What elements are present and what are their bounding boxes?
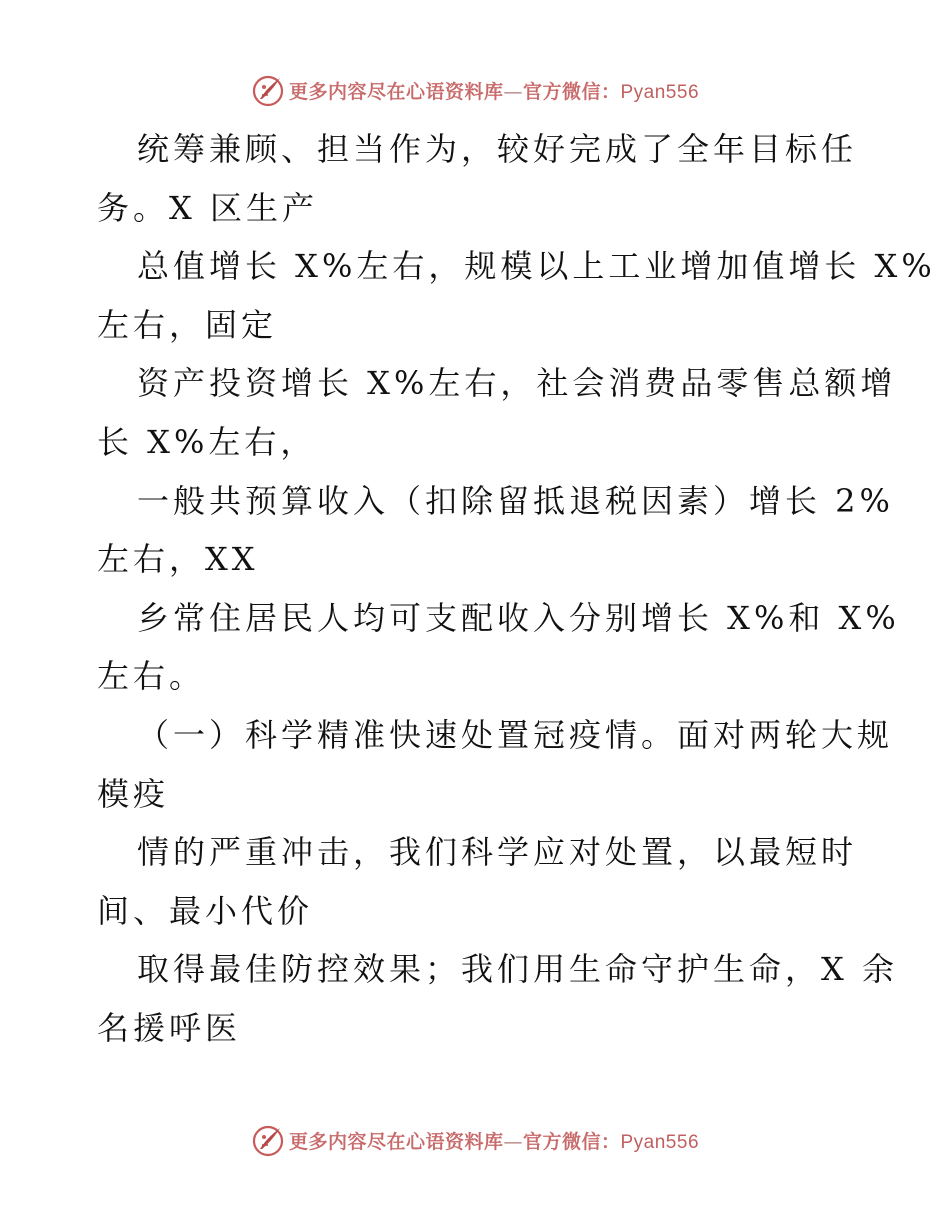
watermark-wechat-label: 官方微信： bbox=[522, 1130, 621, 1153]
watermark-wechat-id: Pyan556 bbox=[620, 1131, 700, 1153]
watermark-separator: — bbox=[503, 1130, 523, 1153]
watermark-wechat-id: Pyan556 bbox=[620, 81, 700, 103]
text-line: 间、最小代价 bbox=[97, 891, 314, 930]
watermark-wechat-label: 官方微信： bbox=[522, 80, 621, 103]
document-body bbox=[97, 120, 936, 1058]
quill-logo-icon bbox=[251, 73, 285, 107]
text-line: 情的严重冲击，我们科学应对处置，以最短时 bbox=[137, 833, 858, 872]
text-line: （一）科学精准快速处置冠疫情。面对两轮大规 bbox=[137, 715, 894, 754]
text-line: 务。X 区生产 bbox=[97, 188, 318, 227]
watermark-text bbox=[289, 1127, 699, 1154]
text-line: 统筹兼顾、担当作为，较好完成了全年目标任 bbox=[137, 130, 858, 168]
watermark-text bbox=[289, 77, 699, 104]
watermark-site-text: 更多内容尽在心语资料库 bbox=[288, 1130, 504, 1153]
header-watermark bbox=[0, 70, 950, 110]
text-line: 模疫 bbox=[97, 774, 170, 813]
text-line: 一般共预算收入（扣除留抵退税因素）增长 2% bbox=[137, 481, 894, 520]
text-line: 左右，固定 bbox=[97, 305, 278, 344]
text-line: 长 X%左右， bbox=[97, 422, 317, 461]
text-line: 资产投资增长 X%左右，社会消费品零售总额增 bbox=[137, 364, 897, 403]
text-line: 名援呼医 bbox=[97, 1008, 242, 1047]
watermark-separator: — bbox=[503, 80, 523, 103]
text-line: 总值增长 X%左右，规模以上工业增加值增长 X% bbox=[137, 247, 936, 286]
footer-watermark bbox=[0, 1120, 950, 1160]
text-line: 乡常住居民人均可支配收入分别增长 X%和 X% bbox=[137, 598, 900, 637]
text-line: 左右。 bbox=[97, 657, 206, 696]
text-line: 左右，XX bbox=[97, 540, 259, 579]
watermark-site-text: 更多内容尽在心语资料库 bbox=[288, 80, 504, 103]
quill-logo-icon bbox=[251, 1123, 285, 1157]
text-line: 取得最佳防控效果；我们用生命守护生命，X 余 bbox=[137, 950, 898, 989]
